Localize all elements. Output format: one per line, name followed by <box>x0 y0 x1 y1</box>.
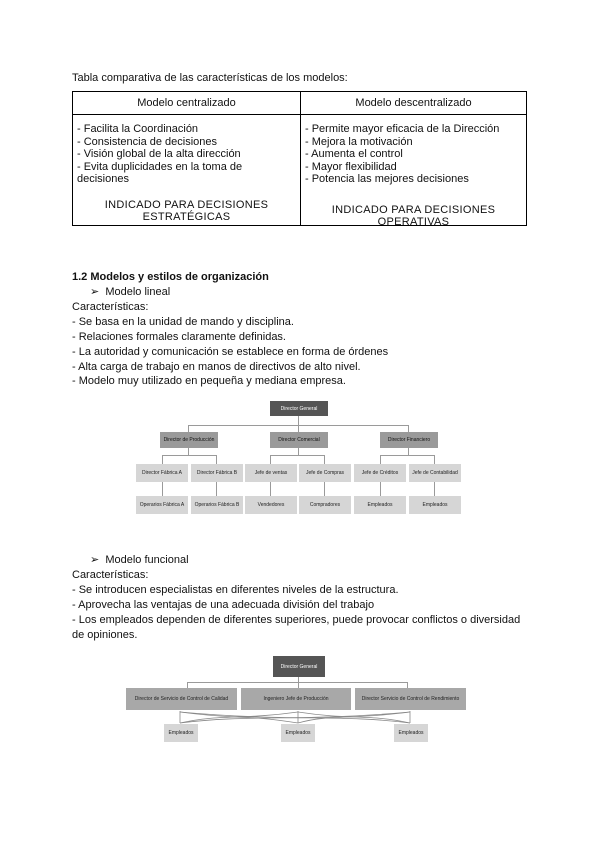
list-item: - Consistencia de decisiones <box>77 135 218 148</box>
funcional-item: - Se introducen especialistas en diferentes niveles de la estructura. <box>72 584 399 596</box>
list-item: - Mejora la motivación <box>305 135 413 148</box>
funcional-title-row <box>90 553 189 568</box>
funcional-caracteristicas: Características: <box>72 569 149 581</box>
list-item: - Potencia las mejores decisiones <box>305 173 469 185</box>
bullet-arrow-icon: ➢ <box>90 554 100 566</box>
header-descentralizado: Modelo descentralizado <box>301 92 527 115</box>
funcional-item: - Aprovecha las ventajas de una adecuada división del trabajo <box>72 599 375 611</box>
org-node: Director General <box>270 401 328 416</box>
list-item: - Aumenta el control <box>305 148 403 160</box>
org-node: Director Servicio de Control de Rendimiento <box>355 688 466 710</box>
funcional-item: - Los empleados dependen de diferentes superiores, puede provocar conflictos o diversidad <box>72 614 521 626</box>
indicado-value: OPERATIVAS <box>377 216 450 228</box>
org-node: Director Fábrica B <box>191 464 243 482</box>
org-node: Jefe de Contabilidad <box>409 464 461 482</box>
comparison-table <box>72 91 527 226</box>
org-node: Empleados <box>281 724 315 742</box>
org-node: Compradores <box>299 496 351 514</box>
org-node: Empleados <box>164 724 198 742</box>
list-item: - Evita duplicidades en la toma de <box>77 160 243 173</box>
list-item: - Visión global de la alta dirección <box>77 148 241 160</box>
lineal-item: - Modelo muy utilizado en pequeña y mediana empresa. <box>72 375 346 387</box>
lineal-title-row <box>90 285 170 300</box>
org-node: Director Fábrica A <box>136 464 188 482</box>
list-item: - Mayor flexibilidad <box>305 160 397 173</box>
indicado-label: INDICADO PARA DECISIONES <box>331 203 496 216</box>
org-node: Director General <box>273 656 325 677</box>
lineal-item: - La autoridad y comunicación se establece en forma de órdenes <box>72 346 389 358</box>
header-centralizado: Modelo centralizado <box>73 92 301 115</box>
table-caption: Tabla comparativa de las características de los modelos: <box>72 72 348 84</box>
org-node: Director Comercial <box>270 432 328 448</box>
indicado-value: ESTRATÉGICAS <box>142 211 231 223</box>
org-node: Empleados <box>394 724 428 742</box>
lineal-item: - Alta carga de trabajo en manos de directivos de alto nivel. <box>72 361 361 373</box>
org-node: Empleados <box>409 496 461 514</box>
org-node: Director Financiero <box>380 432 438 448</box>
org-node: Jefe de Créditos <box>354 464 406 482</box>
list-item: decisiones <box>77 173 129 185</box>
bullet-arrow-icon: ➢ <box>90 286 100 298</box>
org-node: Jefe de Compras <box>299 464 351 482</box>
section-heading: 1.2 Modelos y estilos de organización <box>72 271 269 283</box>
funcional-title: Modelo funcional <box>105 554 189 566</box>
cell-centralizado <box>73 115 301 226</box>
org-node: Director de Servicio de Control de Calidad <box>126 688 237 710</box>
indicado-label: INDICADO PARA DECISIONES <box>104 198 269 211</box>
lineal-item: - Se basa en la unidad de mando y disciplina. <box>72 316 294 328</box>
lineal-caracteristicas: Características: <box>72 301 149 313</box>
org-node: Operarios Fábrica A <box>136 496 188 514</box>
cell-descentralizado <box>301 115 527 226</box>
org-node: Jefe de ventas <box>245 464 297 482</box>
lineal-item: - Relaciones formales claramente definidas. <box>72 331 286 343</box>
funcional-item: de opiniones. <box>72 629 138 641</box>
list-item: - Facilita la Coordinación <box>77 123 199 135</box>
list-item: - Permite mayor eficacia de la Dirección <box>305 123 500 135</box>
org-node: Ingeniero Jefe de Producción <box>241 688 351 710</box>
lineal-title: Modelo lineal <box>105 286 171 298</box>
org-node: Director de Producción <box>160 432 218 448</box>
org-node: Empleados <box>354 496 406 514</box>
org-node: Vendedores <box>245 496 297 514</box>
org-node: Operarios Fábrica B <box>191 496 243 514</box>
